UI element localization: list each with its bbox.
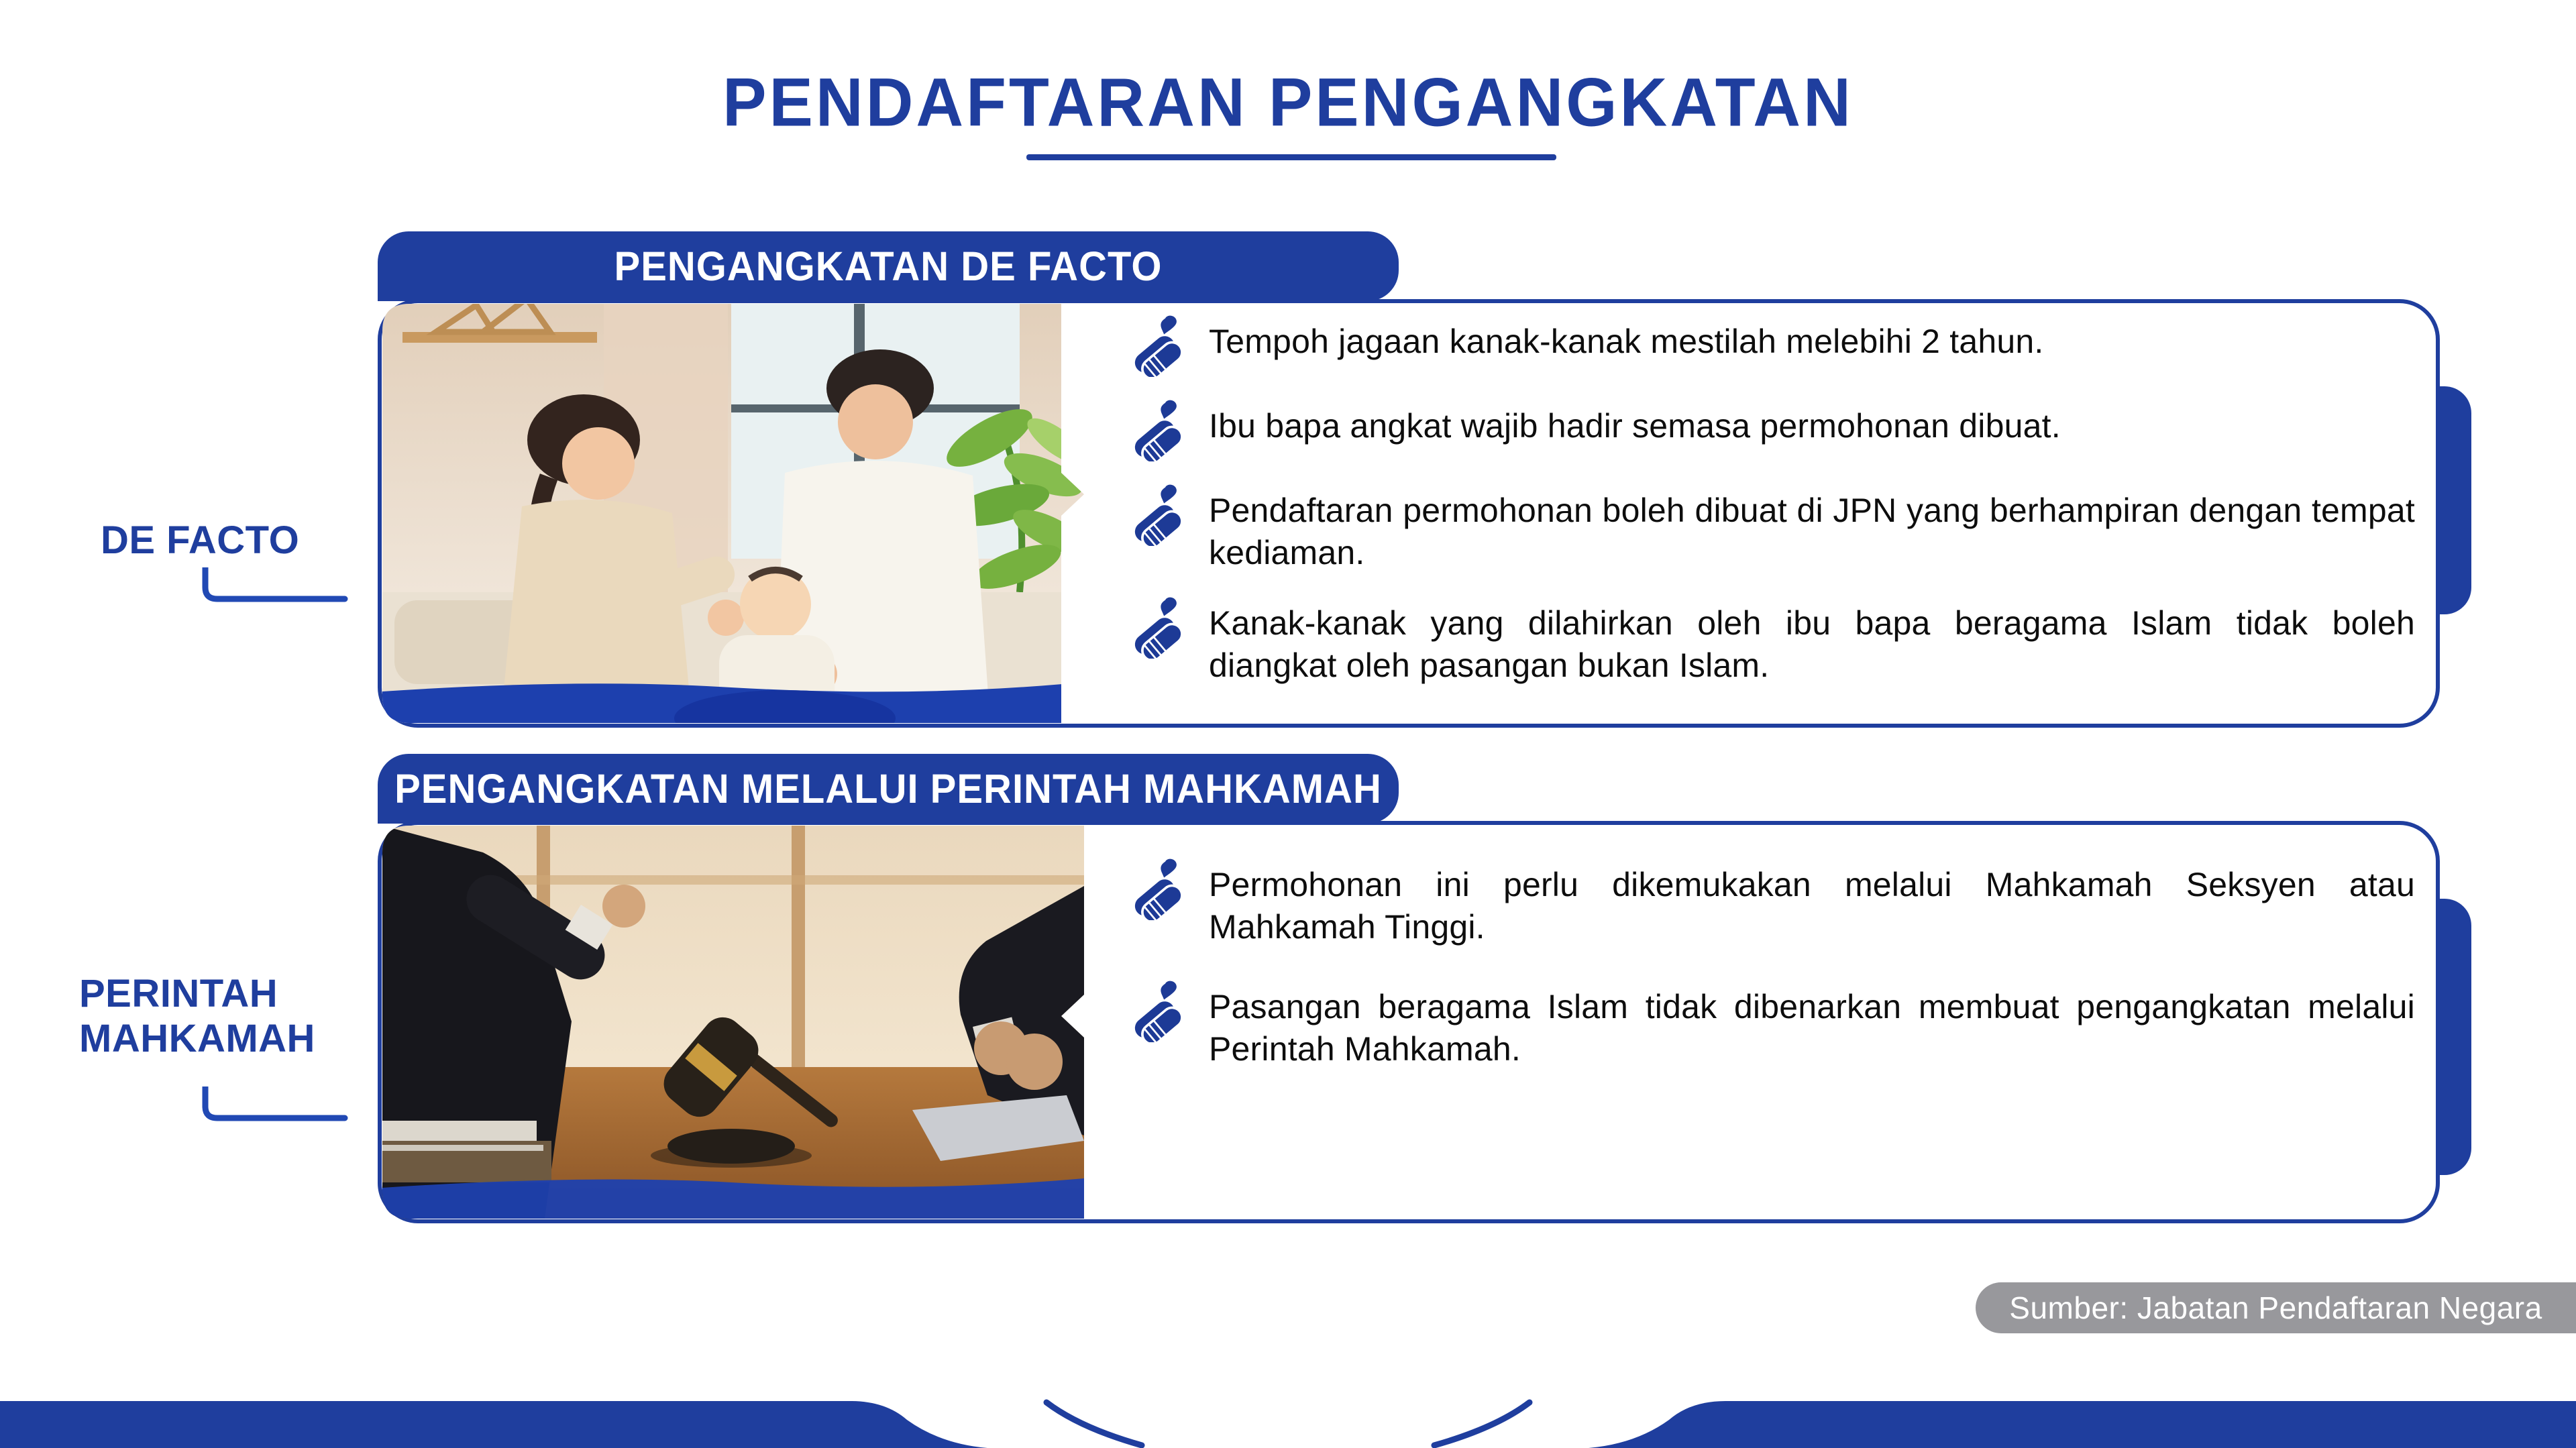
hands-heart-icon — [1127, 981, 1189, 1042]
family-photo — [382, 304, 1084, 723]
bullet-text: Ibu bapa angkat wajib hadir semasa permohonan dibuat. — [1209, 407, 2061, 445]
de-facto-bullet-list — [1127, 321, 2415, 687]
hands-heart-icon — [1127, 597, 1189, 659]
list-item — [1127, 986, 2415, 1070]
bullet-text: Pendaftaran permohonan boleh dibuat di JPN yang berhampiran dengan tempat kediaman. — [1209, 492, 2415, 571]
side-label-de-facto: DE FACTO — [101, 518, 300, 562]
page-title: PENDAFTARAN PENGANGKATAN — [722, 63, 1854, 141]
bullet-text: Kanak-kanak yang dilahirkan oleh ibu bapa beragama Islam tidak boleh diangkat oleh pasangan bukan Islam. — [1209, 604, 2415, 684]
list-item — [1127, 602, 2415, 687]
de-facto-card-header-label: PENGANGKATAN DE FACTO — [614, 243, 1163, 290]
side-label-perintah-mahkamah: PERINTAH MAHKAMAH — [79, 972, 315, 1061]
bullet-text: Pasangan beragama Islam tidak dibenarkan membuat pengangkatan melalui Perintah Mahkamah. — [1209, 988, 2415, 1068]
list-item — [1127, 321, 2415, 377]
bullet-text: Tempoh jagaan kanak-kanak mestilah melebihi 2 tahun. — [1209, 323, 2044, 360]
title-underline — [1026, 154, 1556, 160]
hands-heart-icon — [1127, 400, 1189, 461]
bullet-text: Permohonan ini perlu dikemukakan melalui Mahkamah Seksyen atau Mahkamah Tinggi. — [1209, 866, 2415, 946]
list-item — [1127, 405, 2415, 461]
source-attribution — [1976, 1282, 2576, 1333]
label-connector-line — [201, 567, 349, 605]
court-gavel-photo — [382, 826, 1084, 1219]
label-connector-line — [201, 1087, 349, 1124]
list-item — [1127, 864, 2415, 948]
bottom-wave-decoration — [0, 1398, 2576, 1448]
list-item — [1127, 490, 2415, 574]
perintah-mahkamah-card-header — [378, 754, 1399, 824]
perintah-mahkamah-card-header-label: PENGANGKATAN MELALUI PERINTAH MAHKAMAH — [394, 765, 1382, 812]
hands-heart-icon — [1127, 858, 1189, 920]
source-attribution-text: Sumber: Jabatan Pendaftaran Negara — [2009, 1290, 2542, 1325]
perintah-mahkamah-bullet-list — [1127, 864, 2415, 1070]
hands-heart-icon — [1127, 315, 1189, 377]
de-facto-card-header — [378, 231, 1399, 301]
hands-heart-icon — [1127, 484, 1189, 546]
